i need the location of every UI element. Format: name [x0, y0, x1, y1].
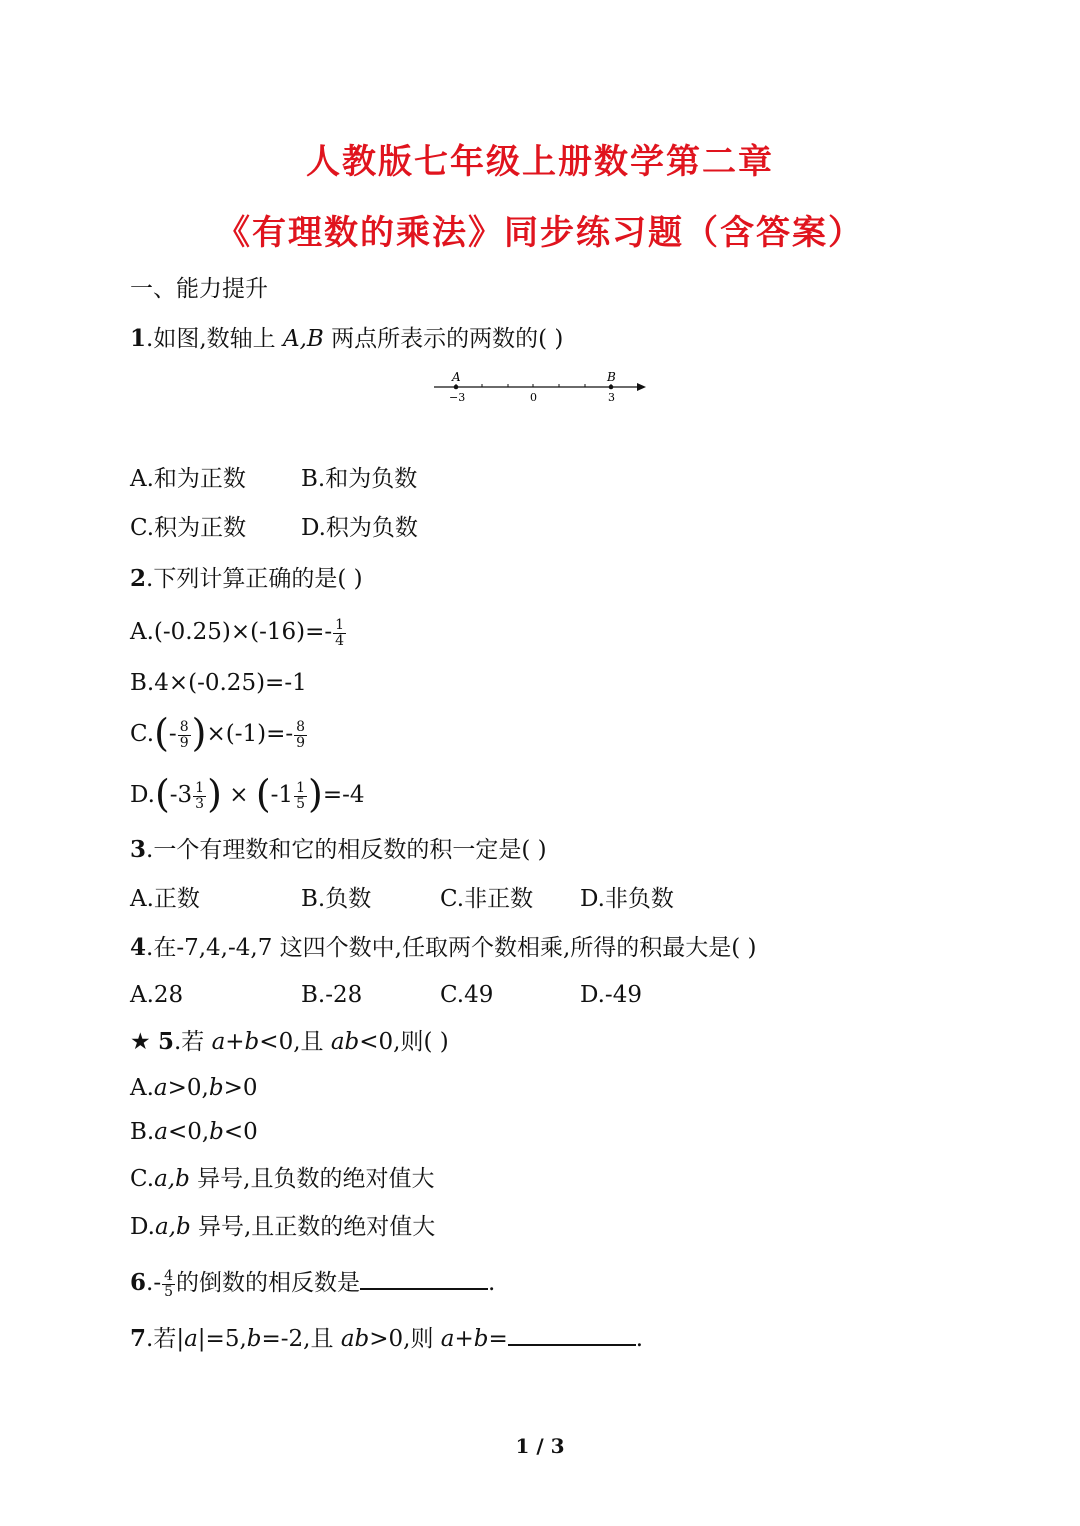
variable: ab [330, 1029, 360, 1055]
minus-sign: - [168, 721, 177, 747]
question-text: .若 [173, 1029, 212, 1055]
question-number: 2 [130, 565, 147, 592]
q2-option-c: C.(- $\frac{8}{9}$ )×(-1)=- $\frac{8}{9}$ [130, 711, 306, 755]
axis-arrow-icon [637, 383, 646, 391]
q5-option-b: B.a<0,b<0 [130, 1119, 258, 1145]
answer-blank[interactable] [508, 1322, 636, 1346]
option-letter: C. [130, 721, 155, 747]
q3-option-a: A.正数 [130, 886, 200, 912]
fraction: $\frac{8}{9}$ [179, 718, 189, 751]
tick-label-a: −3 [449, 391, 466, 404]
q2-option-a [130, 617, 347, 649]
question-number: 6 [130, 1269, 147, 1296]
minus-sign: - [153, 1270, 162, 1296]
q5-option-c: C.a,b 异号,且负数的绝对值大 [130, 1166, 435, 1192]
label-a: A [452, 370, 461, 384]
fraction: $\frac{8}{9}$ [296, 718, 306, 751]
question-2 [130, 564, 363, 594]
question-number: 1 [130, 325, 147, 352]
q5-option-d: D.a,b 异号,且正数的绝对值大 [130, 1214, 436, 1240]
label-b: B [607, 370, 616, 384]
tick-label-zero: 0 [530, 391, 537, 404]
tick-label-b: 3 [608, 391, 615, 404]
question-number: 4 [130, 934, 147, 961]
question-5 [130, 1027, 449, 1057]
fraction: $\frac{1}{3}$ [195, 779, 205, 812]
variable: A,B [282, 326, 324, 352]
question-text: .如图,数轴上 [146, 326, 283, 352]
question-text: .下列计算正确的是( ) [146, 566, 363, 592]
section-heading: 一、能力提升 [130, 276, 268, 302]
star-icon: ★ [130, 1029, 158, 1055]
page-number: 1 / 3 [515, 1434, 565, 1458]
q1-option-c: C.积为正数 [130, 515, 247, 541]
option-text: ×(-1)=- [206, 721, 294, 747]
option-text: =-4 [322, 782, 365, 808]
question-text: 两点所表示的两数的( ) [323, 326, 564, 352]
question-7: 7.若|a|=5,b=-2,且 ab>0,则 a+b= . [130, 1322, 643, 1354]
q5-option-a: A.a>0,b>0 [130, 1075, 258, 1101]
option-letter: D. [130, 782, 155, 808]
variable: a+b [211, 1029, 260, 1055]
q3-option-d: D.非负数 [580, 886, 674, 912]
question-3 [130, 835, 547, 865]
q4-option-d: D.-49 [580, 982, 642, 1008]
question-4 [130, 933, 757, 963]
number-line-figure [430, 366, 650, 406]
fraction: $\frac{1}{4}$ [335, 616, 345, 649]
title-line-1: 人教版七年级上册数学第二章 [306, 142, 774, 182]
question-number: 5 [157, 1028, 174, 1055]
title-line-2: 《有理数的乘法》同步练习题（含答案） [216, 213, 864, 253]
question-text: <0,且 [259, 1029, 331, 1055]
q4-option-a: A.28 [130, 982, 184, 1008]
question-1 [130, 324, 563, 354]
whole-part: -1 [270, 782, 294, 808]
question-6: 6.- $\frac{4}{5}$ 的倒数的相反数是 . [130, 1267, 496, 1300]
question-text: 的倒数的相反数是 [176, 1270, 361, 1296]
q2-option-b: B.4×(-0.25)=-1 [130, 670, 307, 696]
question-number: 7 [130, 1325, 147, 1352]
question-text: .在-7,4,-4,7 这四个数中,任取两个数相乘,所得的积最大是( ) [146, 935, 757, 961]
question-text: .一个有理数和它的相反数的积一定是( ) [146, 837, 547, 863]
point-b [609, 385, 614, 390]
q3-option-c: C.非正数 [440, 886, 534, 912]
q4-option-c: C.49 [440, 982, 494, 1008]
q2-option-d: D.(-3 $\frac{1}{3}$ ) × (-1 $\frac{1}{5}$ )=-4 [130, 772, 365, 816]
point-a [454, 385, 459, 390]
whole-part: -3 [169, 782, 193, 808]
times-sign: × [229, 782, 249, 808]
answer-blank[interactable] [360, 1266, 488, 1290]
fraction: $\frac{4}{5}$ [164, 1267, 174, 1300]
q1-option-d: D.积为负数 [301, 515, 418, 541]
question-number: 3 [130, 836, 147, 863]
q3-option-b: B.负数 [301, 886, 372, 912]
q4-option-b: B.-28 [301, 982, 363, 1008]
option-text: A.(-0.25)×(-16)=- [130, 619, 333, 645]
q1-option-a: A.和为正数 [130, 466, 246, 492]
question-text: <0,则( ) [359, 1029, 449, 1055]
fraction: $\frac{1}{5}$ [296, 779, 305, 812]
q1-option-b: B.和为负数 [301, 466, 418, 492]
